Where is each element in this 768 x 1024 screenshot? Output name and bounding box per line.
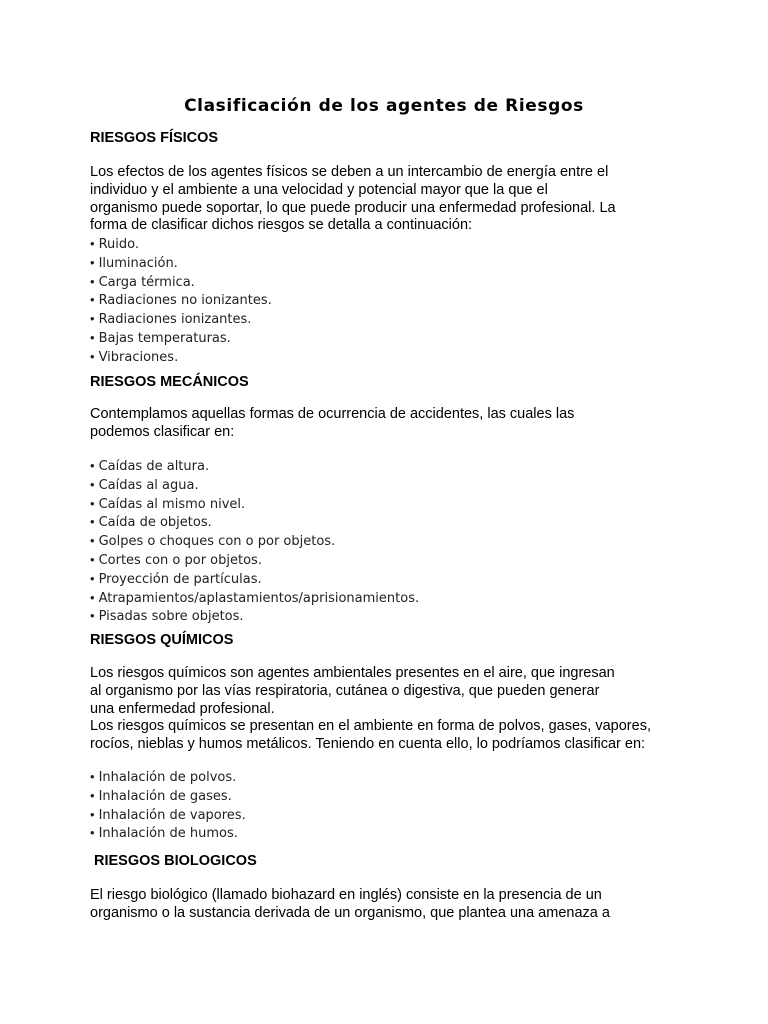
list-item: • Atrapamientos/aplastamientos/aprisionamientos. [90,589,420,606]
list-item: • Ruido. [90,236,139,252]
list-item: • Bajas temperaturas. [90,329,231,346]
bullet-icon: • [90,533,95,549]
paragraph-line: una enfermedad profesional. [90,700,275,717]
bullet-icon: • [90,329,95,345]
list-item: • Iluminación. [90,254,178,271]
paragraph-line: individuo y el ambiente a una velocidad y potencial mayor que la que el [90,181,548,198]
list-item: • Inhalación de polvos. [90,769,237,785]
bullet-icon: • [90,292,95,308]
bullet-icon: • [90,348,95,364]
list-item: • Cortes con o por objetos. [90,551,262,568]
list-item: • Carga térmica. [90,273,195,290]
bullet-icon: • [90,311,95,327]
bullet-icon: • [90,476,95,492]
list-item: • Inhalación de gases. [90,787,232,804]
list-item: • Inhalación de humos. [90,825,238,842]
paragraph-biologicos [90,887,610,923]
bullet-icon: • [90,273,95,289]
paragraph-line: organismo o la sustancia derivada de un organismo, que plantea una amenaza a [90,904,610,921]
list-quimicos [90,768,246,843]
list-item: • Radiaciones no ionizantes. [90,292,272,309]
paragraph-line: Los riesgos químicos son agentes ambientales presentes en el aire, que ingresan [90,665,615,681]
bullet-icon: • [90,551,95,567]
list-item: • Golpes o choques con o por objetos. [90,533,336,550]
bullet-icon: • [90,458,95,473]
section-heading-biologicos: RIESGOS BIOLOGICOS [94,853,257,869]
list-item: • Caídas al mismo nivel. [90,495,246,512]
paragraph-mecanicos [90,406,574,442]
paragraph-line: al organismo por las vías respiratoria, cutánea o digestiva, que pueden generar [90,682,600,699]
paragraph-line: rocíos, nieblas y humos metálicos. Teniendo en cuenta ello, lo podríamos clasificar en: [90,736,646,753]
paragraph-line: Los efectos de los agentes físicos se deben a un intercambio de energía entre el [90,164,609,180]
bullet-icon: • [90,514,95,530]
bullet-icon: • [90,236,95,251]
bullet-icon: • [90,254,95,270]
bullet-icon: • [90,589,95,605]
paragraph-line: Contemplamos aquellas formas de ocurrencia de accidentes, las cuales las [90,406,575,422]
paragraph-fisicos [90,164,616,235]
paragraph-line: El riesgo biológico (llamado biohazard en inglés) consiste en la presencia de un [90,887,602,903]
bullet-icon: • [90,825,95,841]
section-heading-mecanicos: RIESGOS MECÁNICOS [90,374,249,390]
bullet-icon: • [90,495,95,511]
list-item: • Caídas al agua. [90,476,199,493]
paragraph-line: podemos clasificar en: [90,423,235,440]
section-heading-quimicos: RIESGOS QUÍMICOS [90,632,234,648]
paragraph-line: organismo puede soportar, lo que puede producir una enfermedad profesional. La [90,199,616,216]
bullet-icon: • [90,608,95,624]
bullet-icon: • [90,787,95,803]
list-mecanicos [90,457,419,626]
paragraph-line: Los riesgos químicos se presentan en el ambiente en forma de polvos, gases, vapores, [90,718,651,735]
bullet-icon: • [90,769,95,784]
list-item: • Inhalación de vapores. [90,806,246,823]
list-item: • Proyección de partículas. [90,570,262,587]
document-title: Clasificación de los agentes de Riesgos [184,96,584,116]
list-item: • Pisadas sobre objetos. [90,608,244,625]
paragraph-quimicos [90,665,651,754]
list-item: • Radiaciones ionizantes. [90,311,252,328]
paragraph-line: forma de clasificar dichos riesgos se detalla a continuación: [90,217,473,234]
section-heading-fisicos: RIESGOS FÍSICOS [90,130,219,146]
list-fisicos [90,235,272,367]
list-item: • Caídas de altura. [90,458,210,474]
bullet-icon: • [90,806,95,822]
list-item: • Caída de objetos. [90,514,212,531]
list-item: • Vibraciones. [90,348,179,365]
bullet-icon: • [90,570,95,586]
